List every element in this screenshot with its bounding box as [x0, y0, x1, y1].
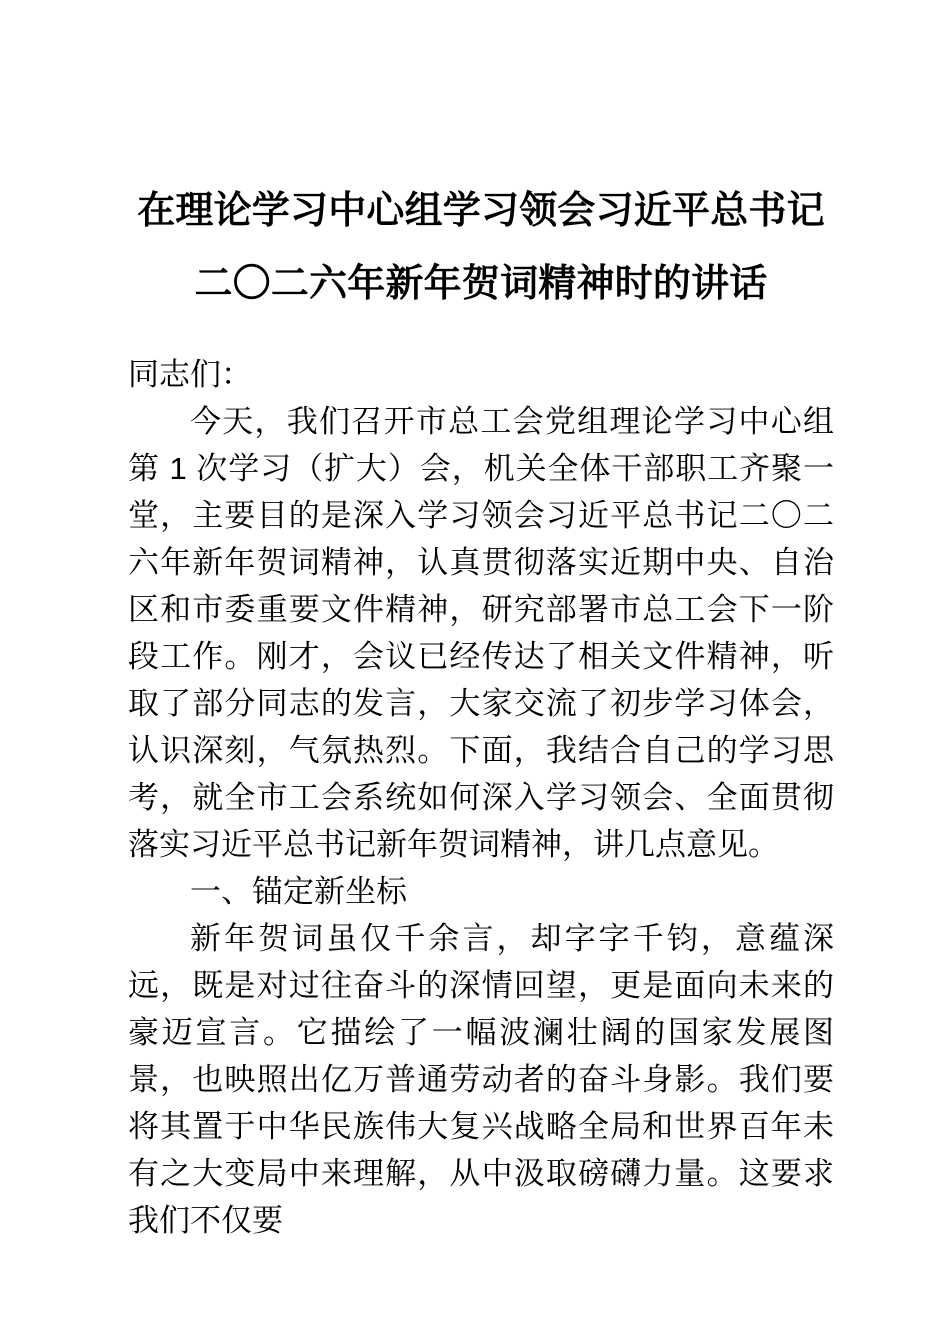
document-title — [128, 175, 834, 321]
opening-paragraph: 今天，我们召开市总工会党组理论学习中心组第 1 次学习（扩大）会，机关全体干部职工齐聚一堂，主要目的是深入学习领会习近平总书记二〇二六年新年贺词精神，认真贯彻落实近期中央、自治区和市委重要文件精神，研究部署市总工会下一阶段工作。刚才，会议已经传达了相关文件精神，听取了部分同志的发言，大家交流了初步学习体会，认识深刻，气氛热烈。下面，我结合自己的学习思考，就全市工会系统如何深入学习领会、全面贯彻落实习近平总书记新年贺词精神，讲几点意见。 — [128, 404, 834, 862]
title-body-spacer — [128, 321, 834, 351]
section-one-paragraph: 新年贺词虽仅千余言，却字字千钧，意蕴深远，既是对过往奋斗的深情回望，更是面向未来的豪迈宣言。它描绘了一幅波澜壮阔的国家发展图景，也映照出亿万普通劳动者的奋斗身影。我们要将其置于中华民族伟大复兴战略全局和世界百年未有之大变局中来理解，从中汲取磅礴力量。这要求我们不仅要 — [128, 921, 834, 1238]
document-title-line-1: 在理论学习中心组学习领会习近平总书记 — [137, 190, 825, 232]
top-margin-spacer — [128, 0, 834, 175]
salutation: 同志们： — [128, 357, 252, 392]
document-title-line-2: 二〇二六年新年贺词精神时的讲话 — [194, 263, 768, 305]
document-content — [128, 0, 834, 1244]
section-heading-one: 一、锚定新坐标 — [190, 874, 407, 909]
